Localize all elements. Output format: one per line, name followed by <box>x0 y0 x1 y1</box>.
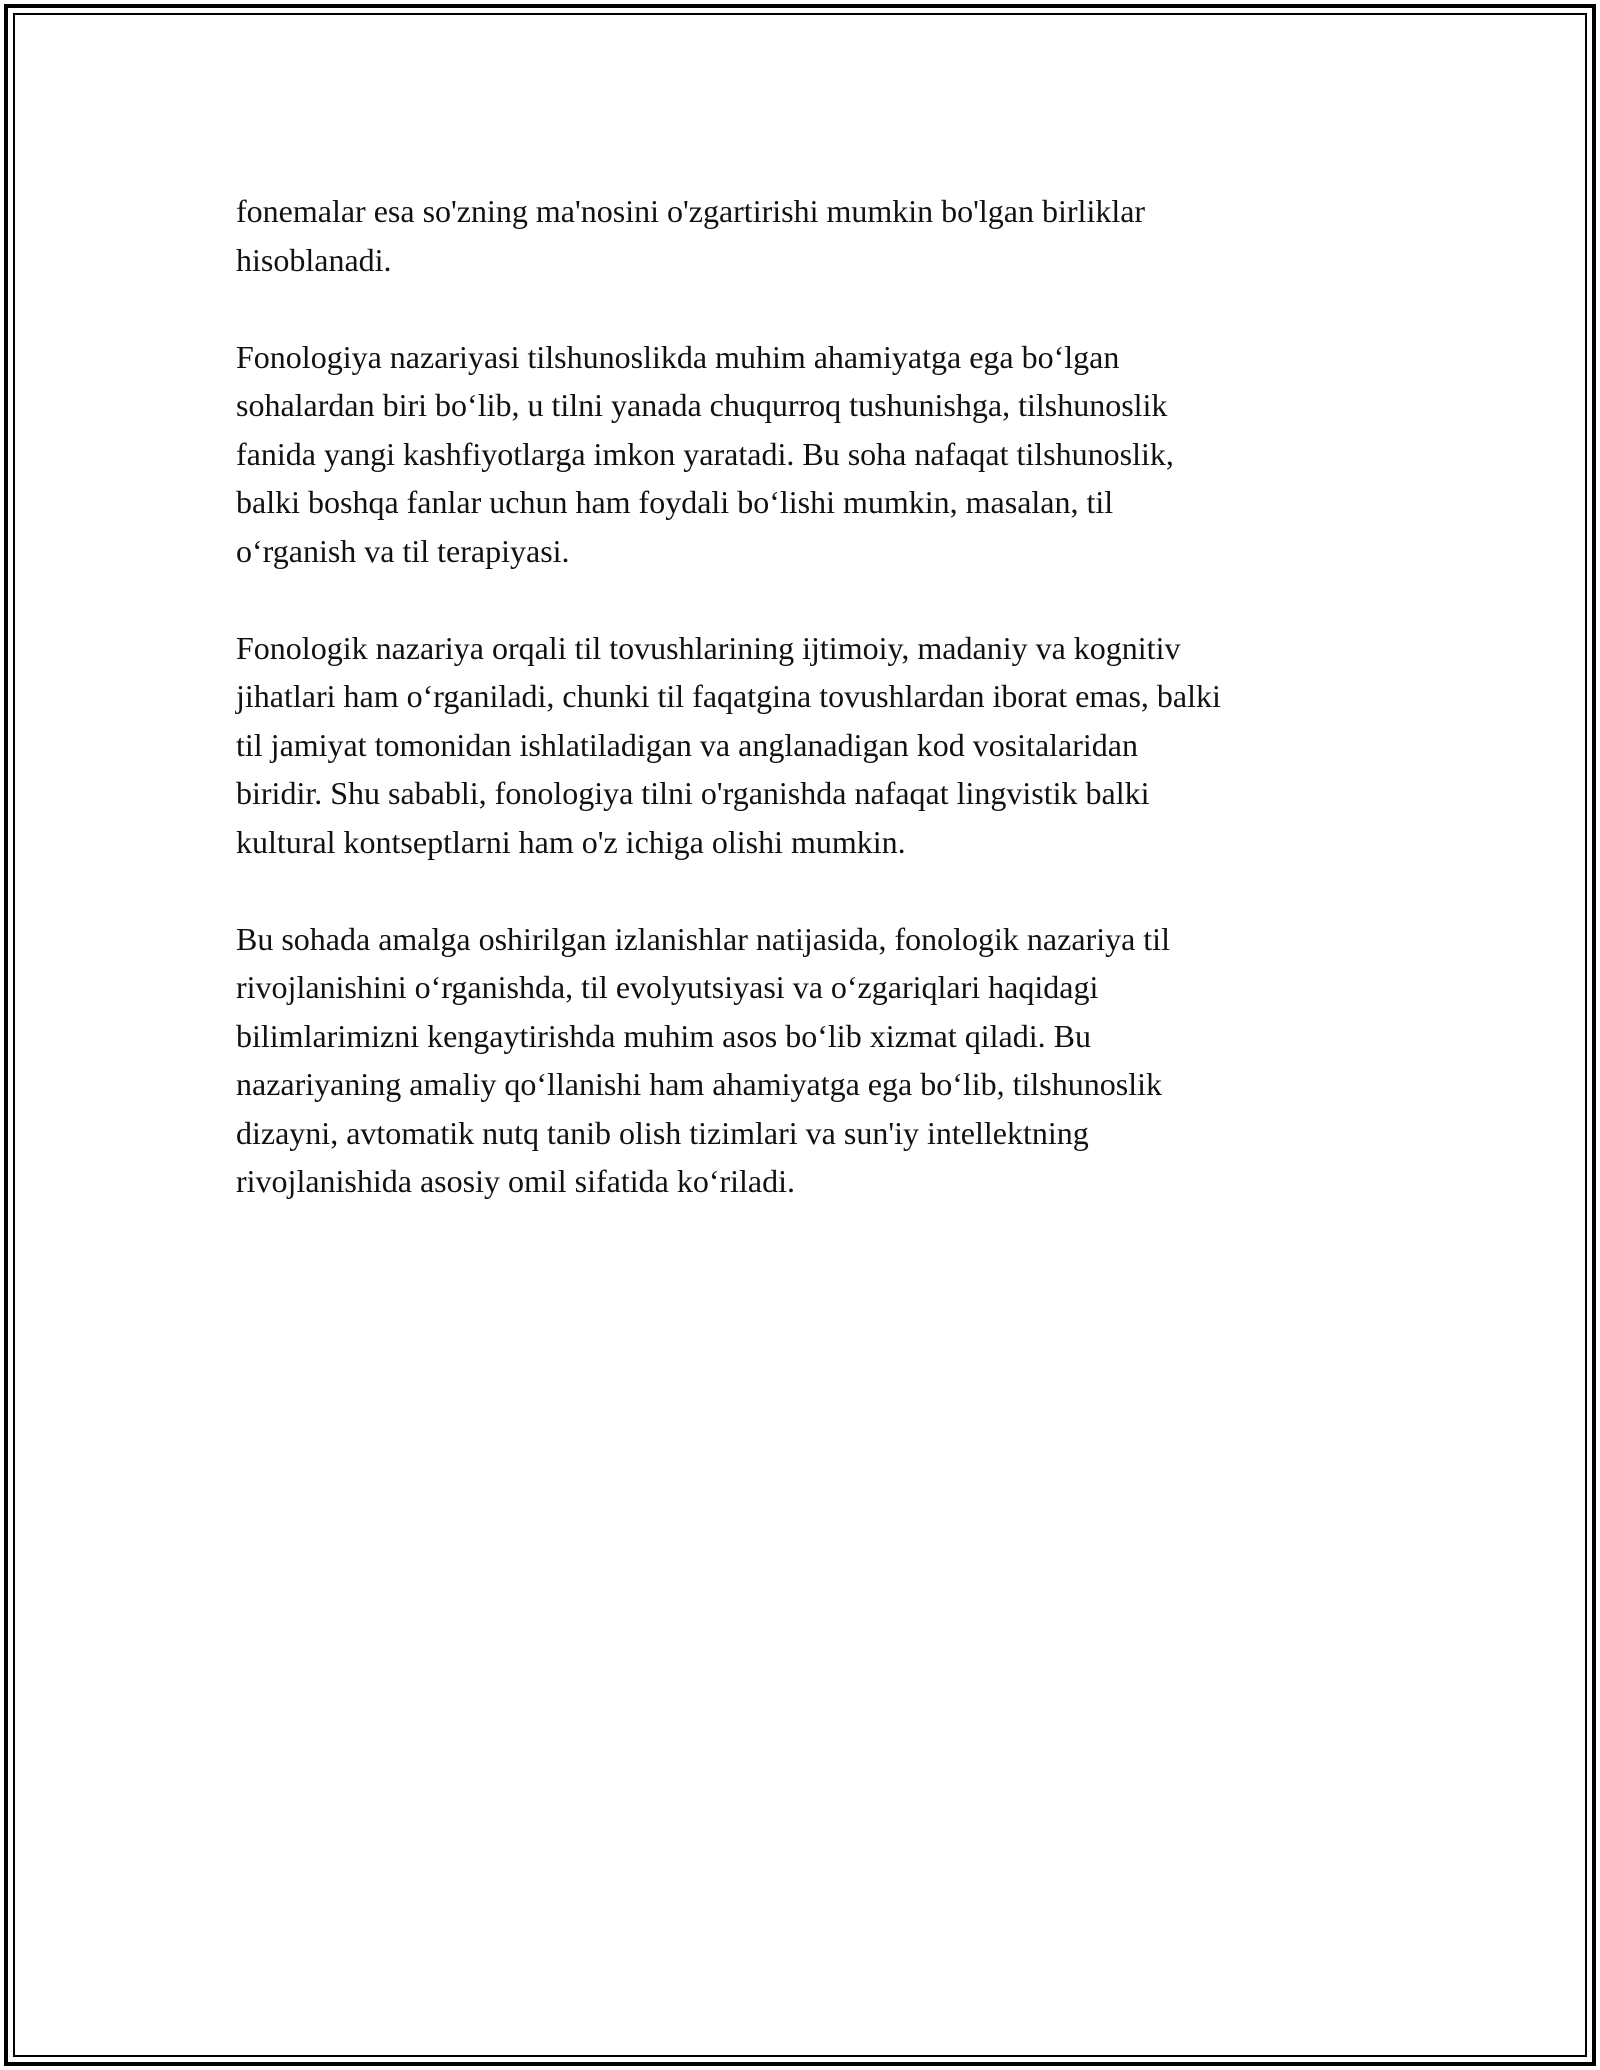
paragraph-1: fonemalar esa so'zning ma'nosini o'zgartirishi mumkin bo'lgan birliklar hisoblanadi. <box>236 193 1146 278</box>
paragraph-4: Bu sohada amalga oshirilgan izlanishlar natijasida, fonologik nazariya til rivojlanishini o‘rganishda, til evolyutsiyasi va o‘zgariqlari haqidagi bilimlarimizni kengaytirishda muhim asos bo‘lib xizmat qiladi. Bu nazariyaning amaliy qo‘llanishi ham ahamiyatga ega bo‘lib, tilshunoslik dizayni, avtomatik nutq tanib olish tizimlari va sun'iy intellektning rivojlanishida asosiy omil sifatida ko‘riladi. <box>236 920 1170 1199</box>
document-body <box>236 187 1376 1206</box>
paragraph-2: Fonologiya nazariyasi tilshunoslikda muhim ahamiyatga ega bo‘lgan sohalardan biri bo‘lib, u tilni yanada chuqurroq tushunishga, tilshunoslik fanida yangi kashfiyotlarga imkon yaratadi. Bu soha nafaqat tilshunoslik, balki boshqa fanlar uchun ham foydali bo‘lishi mumkin, masalan, til o‘rganish va til terapiyasi. <box>236 338 1174 569</box>
paragraph-3: Fonologik nazariya orqali til tovushlarining ijtimoiy, madaniy va kognitiv jihatlari ham o‘rganiladi, chunki til faqatgina tovushlardan iborat emas, balki til jamiyat tomonidan ishlatiladigan va anglanadigan kod vositalaridan biridir. Shu sababli, fonologiya tilni o'rganishda nafaqat lingvistik balki kultural kontseptlarni ham o'z ichiga olishi mumkin. <box>236 629 1221 860</box>
